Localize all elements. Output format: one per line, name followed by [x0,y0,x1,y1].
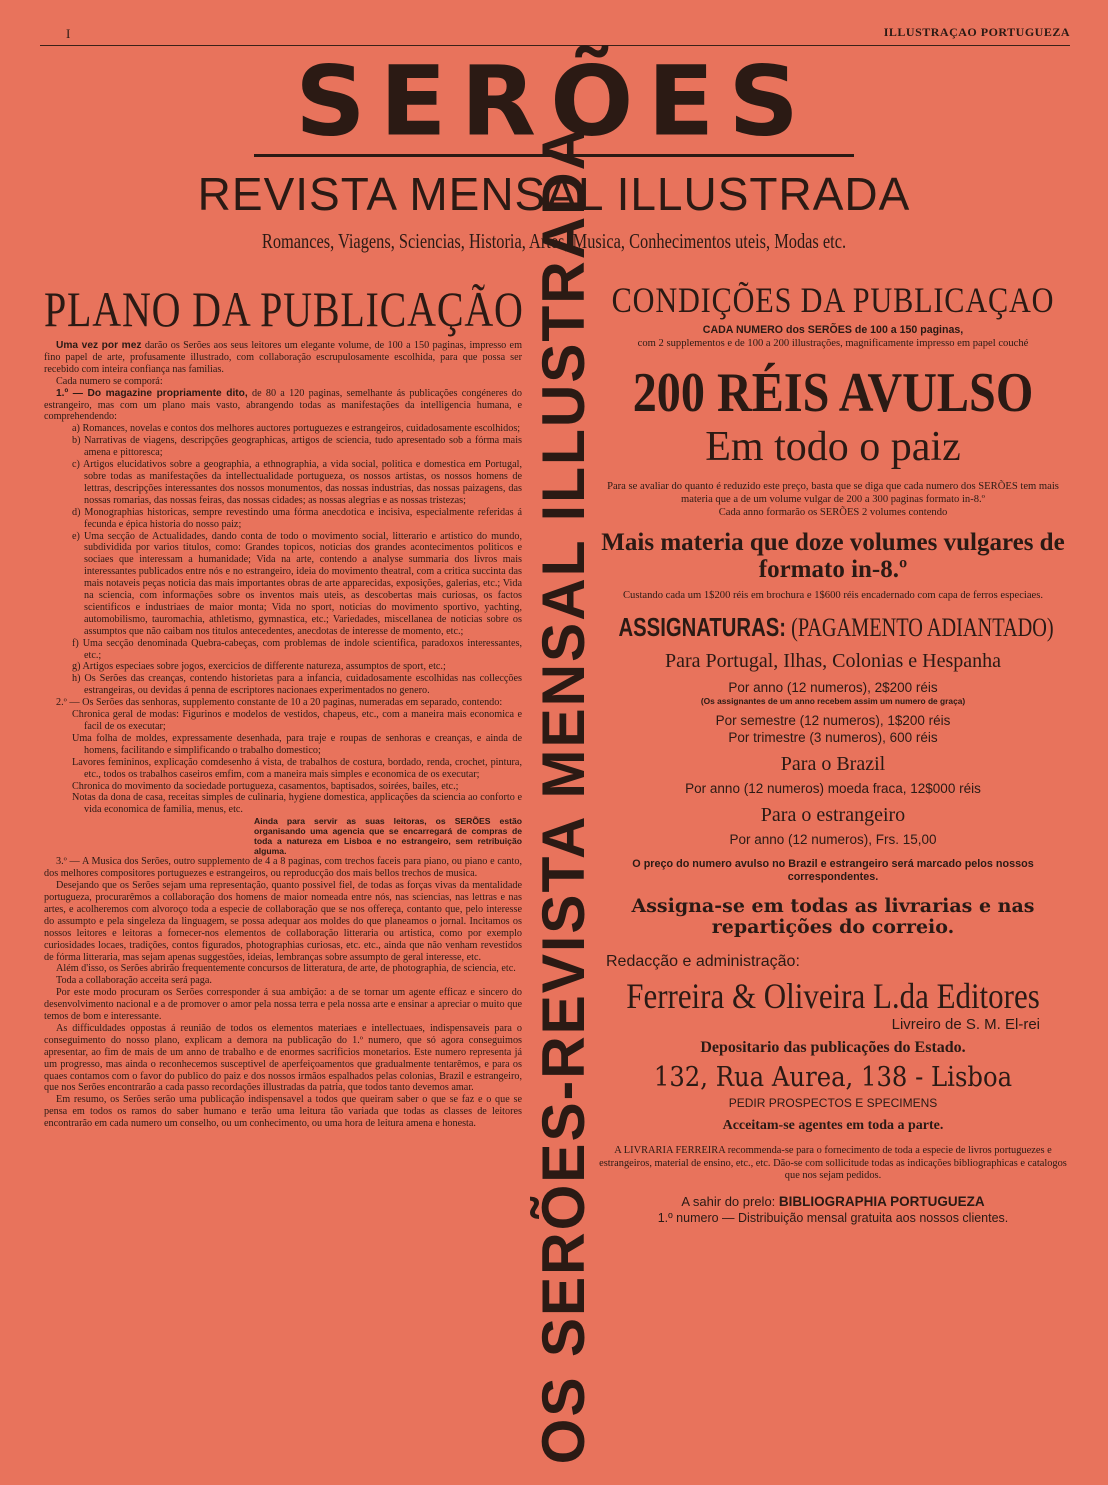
plan-item-3: 3.º — A Musica dos Serões, outro supplemento de 4 a 8 paginas, com trechos faceis para piano, ou piano e canto, dos melhores compositores portuguezes e estrangeiros, ou reproducção dos mais bellos trechos de musica. [44,856,522,880]
acceitam-agentes: Acceitam-se agentes em toda a parte. [722,1118,944,1133]
plan-intro [44,340,522,376]
plan-paragraph-2: Além d'isso, os Serões abrirão frequentemente concursos de litteratura, de arte, de photographia, de sciencia, etc. [56,963,516,975]
a-sahir-title: BIBLIOGRAPHIA PORTUGUEZA [778,1193,985,1209]
rate-annual-note: (Os assignantes de um anno recebem assim um numero de graça) [700,696,966,706]
region-brazil: Para o Brazil [780,753,886,775]
pedir-prospectos: PEDIR PROSPECTOS E SPECIMENS [728,1096,938,1110]
volumes-line: Cada anno formarão os SERÕES 2 volumes contendo [718,507,948,518]
conditions-line-2: com 2 supplementos e de 100 a 200 illustrações, magnificamente impresso em papel couché [637,338,1029,349]
assignaturas-heading [618,612,1054,643]
avulso-note: O preço do numero avulso no Brazil e estrangeiro será marcado pelos nossos correspondentes. [632,858,1034,883]
conditions-line-1-text: CADA NUMERO dos SERÕES de 100 a 150 paginas, [702,324,964,336]
vertical-banner-text: OS SERÕES-REVISTA MENSAL ILLUSTRADA [529,126,597,1465]
distribution-line: 1.º numero — Distribuição mensal gratuita aos nossos clientes. [657,1210,1009,1225]
senhoras-lavores: Lavores femininos, explicação comdesenho á vista, de trabalhos de costura, bordado, renda, crochet, pintura, etc., todos os trabalhos caseiros emfim, com a maneira mais simples e economica de os executar; [72,756,522,780]
a-sahir-lead: A sahir do prelo: [681,1193,779,1209]
conditions-column [598,280,1068,1226]
assigna-se: Assigna-se em todas as livrarias e nas repartições do correio. [631,895,1035,938]
plan-subitem-d: d) Monographias historicas, sempre revestindo uma fórma anecdotica e incisiva, especialmente referidas á fecunda e épica historia do nosso paiz; [72,506,522,530]
senhoras-moldes: Uma folha de moldes, expressamente desenhada, para traje e roupas de senhoras e creanças, e ainda de homens, facilitando e simplificando o trabalho domestico; [72,732,522,756]
price-heading: 200 RÉIS AVULSO [632,362,1034,424]
custando-line: Custando cada um 1$200 réis em brochura e 1$600 réis encadernado com capa de ferros especiaes. [622,590,1044,601]
publisher-address: 132, Rua Aurea, 138 - Lisboa [653,1062,1013,1093]
assignaturas-payment: (PAGAMENTO ADIANTADO) [786,613,1054,642]
depositario-line: Depositario das publicações do Estado. [700,1039,966,1056]
senhoras-chronica: Chronica do movimento da sociedade portugueza, casamentos, baptisados, soirées, bailes, etc.; [72,780,459,792]
price-subheading: Em todo o paiz [705,424,961,470]
plan-paragraph-1: Desejando que os Serões sejam uma representação, quanto possivel fiel, de todas as forças vivas da mentalidade portugueza, procurarêmos a collaboração dos homens de maior nomeada entre nós, nas sciencias, nas lettras e nas artes, e acolheremos com alvoroço toda a especie de collaboração que se nos offereça, contanto que, pelo interesse do assumpto e pela singeleza da linguagem, se possa adequar aos moldes do que planeamos o jornal. Incitamos os nossos leitores e leitoras a fornecer-nos elementos de collaboração litteraria ou artistica, como por exemplo curiosidades locaes, tradições, contos figurados, photographias curiosas, etc. etc., ainda que não venham revestidos de fórma litteraria, mas sejam apenas suggestões, ideias, lembranças sobre assumpto de geral interesse, etc. [44,880,522,963]
plan-paragraph-3: Toda a collaboração acceita será paga. [56,975,212,987]
senhoras-notas: Notas da dona de casa, receitas simples de culinaria, hygiene domestica, applicações da sciencia ao conforto e vida economica de familia, menus, etc. [72,792,522,816]
plan-column [44,282,522,1130]
mais-materia: Mais materia que doze volumes vulgares de formato in-8.º [601,529,1065,583]
plan-paragraph-5: As difficuldades oppostas á reunião de todos os elementos materiaes e intellectuaes, indispensaveis para o conseguimento do nosso plano, explicam a demora na publicação do 1.º numero, que só agora conseguimos apresentar, ao fim de mais de um anno de trabalho e de enormes sacrificios monetarios. Este numero representa já um progresso, mas ainda o reconhecemos susceptivel de aperfeiçoamentos que gradualmente tentarêmos, e para os quaes contamos com o favor do publico do paiz e dos nossos irmãos espalhados pelas colonias, Brazil e estrangeiro, que nos Serões encontrarão a cada passo recordações illustradas da patria, que todos tanto devemos amar. [44,1022,522,1094]
plan-compose: Cada numero se comporá: [56,375,163,387]
plan-subitem-b: b) Narrativas de viagens, descripções geographicas, artigos de sciencia, tudo apresentado sob a fórma mais amena e pittoresca; [72,435,522,459]
price-explanation: Para se avaliar do quanto é reduzido este preço, basta que se diga que cada numero dos SERÕES tem mais materia que a de um volume vulgar de 200 a 300 paginas formato in-8.º [607,481,1059,505]
vertical-banner [527,126,599,1478]
plan-subitem-g: g) Artigos especiaes sobre jogos, exercicios de differente natureza, assumptos de sport, etc.; [72,661,446,673]
plan-subitem-c: c) Artigos elucidativos sobre a geographia, a ethnographia, a vida social, politica e domestica em Portugal, sobre todas as manifestações da intellectualidade portugueza, os nossos artistas, os nossos homens de lettras, descripções interessantes dos nossos monumentos, das nossas industrias, das nossas paizagens, das nossas romarias, das nossas feiras, das nossas cidades; as nossas alegrias e as nossas tristezas; [72,459,522,506]
conditions-heading: CONDIÇÕES DA PUBLICAÇAO [611,280,1055,320]
agency-note: Ainda para servir as suas leitoras, os SERÕES estão organisando uma agencia que se encarregará de compras de toda a natureza em Lisboa e no estrangeiro, sem retribuição alguma. [254,816,522,857]
plan-paragraph-6: Em resumo, os Serões serão uma publicação indispensavel a todos que queiram saber o que se faz e o que se pensa em todos os ramos do saber humano e terão uma leitura tão variada que todas as classes de leitores encontrarão em cada numero um conselho, ou um conhecimento, ou uma hora de leitura amena e honesta. [44,1094,522,1130]
running-header [40,22,1070,46]
rate-foreign: Por anno (12 numeros), Frs. 15,00 [729,832,937,847]
plan-heading: PLANO DA PUBLICAÇÃO [44,281,524,337]
magazine-subtitle: REVISTA MENSAL ILLUSTRADA [197,168,911,220]
rate-brazil: Por anno (12 numeros) moeda fraca, 12$000 réis [685,781,981,796]
plan-body [44,340,522,1130]
livraria-ferreira: A LIVRARIA FERREIRA recommenda-se para o fornecimento de toda a especie de livros portuguezes e estrangeiros, material de ensino, etc., etc. Dão-se com sollicitude todas as indicações bibliographicas e catalogos que nos sejam pedidos. [599,1145,1067,1181]
plan-subitem-a: a) Romances, novelas e contos dos melhores auctores portuguezes e estrangeiros, cuidadosamente escolhidos; [72,423,521,435]
assignaturas-label: ASSIGNATURAS: [618,612,787,642]
plan-subitem-f: f) Uma secção denominada Quebra-cabeças, com problemas de indole scientifica, paradoxos interessantes, etc.; [72,637,522,661]
intro-lead: Uma vez por mez [56,340,142,351]
senhoras-modas: Chronica geral de modas: Figurinos e modelos de vestidos, chapeus, etc., com a maneira mais economica e facil de os executar; [72,709,522,732]
rate-annual-portugal: Por anno (12 numeros), 2$200 réis [728,680,938,695]
rate-semester: Por semestre (12 numeros), 1$200 réis [715,713,951,728]
plan-item-2: 2.º — Os Serões das senhoras, supplemento constante de 10 a 20 paginas, numeradas em separado, contendo: [56,697,503,709]
region-foreign: Para o estrangeiro [760,804,906,826]
a-sahir [598,1193,1068,1210]
publisher-name: Ferreira & Oliveira L.da Editores [626,976,1040,1016]
conditions-line-1 [598,324,1068,337]
redaccao-label: Redacção e administração: [606,953,800,970]
running-title: ILLUSTRAÇAO PORTUGUEZA [883,25,1070,39]
region-portugal: Para Portugal, Ilhas, Colonias e Hespanha [664,650,1002,672]
plan-subitem-h: h) Os Serões das creanças, contendo historietas para a infancia, cuidadosamente escolhidas nas collecções estrangeiras, ou devidas á penna de escriptores nacionaes experimentados no genero. [72,673,522,697]
magazine-title: SERÕES [295,46,813,158]
plan-subitem-e: e) Uma secção de Actualidades, dando conta de todo o movimento social, litterario e artistico do mundo, subdividida por varios titulos, como: Grandes topicos, noticias dos grandes acontecimentos politicos e sociaes que interessam a humanidade; Vida na arte, contendo a analyse summaria dos livros mais interessantes publicados entre nós e no estrangeiro, ideia do movimento theatral, com a critica succinta das mais notaveis peças noticia das mais importantes obras de arte apparecidas, exposições, galerias, etc.; Vida na sciencia, com informações sobre os inventos mais uteis, as descobertas mais curiosas, os factos scientificos e industriaes de maior monta; Vida no sport, noticias do movimento sportivo, yachting, automobilismo, tauromachia, athletismo, gymnastica, etc.; Variedades, miscellanea de noticias sobre os assumptos que não caibam nos titulos antecedentes, anecdotas de interesse de momento, etc.; [72,530,522,637]
rate-trimester: Por trimestre (3 numeros), 600 réis [728,730,938,745]
item1-text: de 80 a 120 paginas, semelhante ás publicações congéneres do estrangeiro, mas com um plano mais vasto, abrangendo todas as manifestações da intelligencia humana, e comprehendendo: [44,387,522,423]
magazine-tagline: Romances, Viagens, Sciencias, Historia, Artes, Musica, Conhecimentos uteis, Modas etc. [261,229,847,253]
item1-lead: 1.º — Do magazine propriamente dito, [56,387,248,399]
intro-text: darão os Serões aos seus leitores um elegante volume, de 100 a 150 paginas, impresso em fino papel de arte, profusamente illustrado, com collaboração escrupulosamente escolhida, para que possa ser recebido com inteira confiança nas familias. [44,340,523,375]
page-number: I [66,26,71,41]
plan-item-1 [44,388,522,424]
plan-paragraph-4: Por este modo procuram os Serões corresponder á sua ambição: a de se tornar um agente efficaz e sincero do desenvolvimento nacional e a de promover o amor pela nossa terra e pela nossa arte e ensinar a apreciar o muito que temos de bom e interessante. [44,987,522,1023]
livreiro-line: Livreiro de S. M. El-rei [891,1016,1040,1033]
